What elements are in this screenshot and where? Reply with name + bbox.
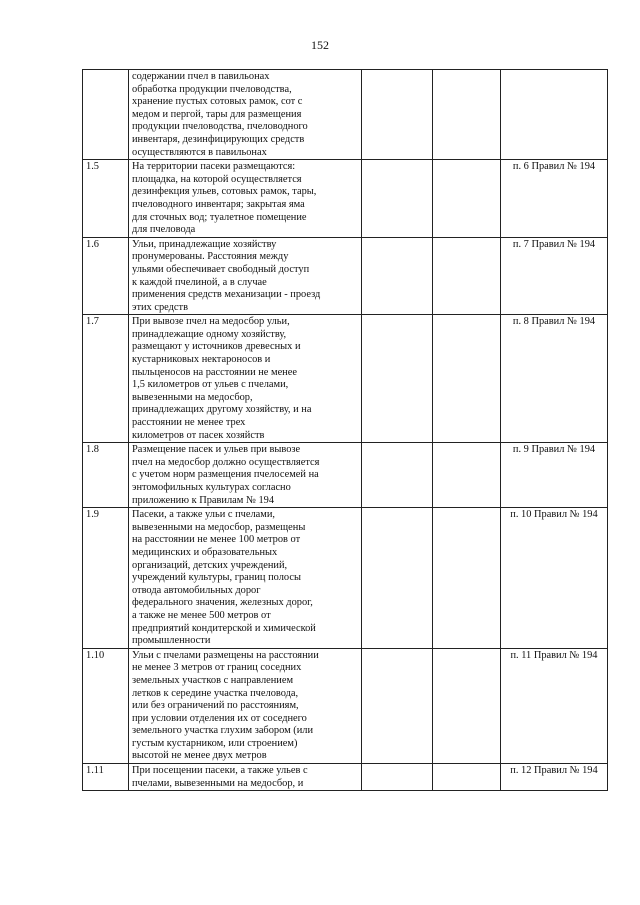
requirement-line: применения средств механизации - проезд <box>132 289 321 301</box>
requirement-line: Ульи с пчелами размещены на расстоянии <box>132 649 319 661</box>
requirement-line: При посещении пасеки, а также ульев с <box>132 765 308 777</box>
requirement-line: принадлежащих другому хозяйству, и на <box>132 404 312 416</box>
answer-yes-cell <box>362 70 433 160</box>
item-number <box>83 70 129 160</box>
requirement-line: на расстоянии не менее 100 метров от <box>132 534 301 546</box>
requirement-text <box>129 508 362 649</box>
legal-reference: п. 11 Правил № 194 <box>501 648 608 763</box>
requirement-line: густым кустарником, или строением) <box>132 737 298 749</box>
answer-yes-cell <box>362 443 433 508</box>
answer-no-cell <box>433 237 501 315</box>
requirement-line: к каждой пчелиной, а в случае <box>132 276 267 288</box>
requirement-text <box>129 237 362 315</box>
requirement-line: пыльценосов на расстоянии не менее <box>132 366 297 378</box>
requirement-line: организаций, детских учреждений, <box>132 559 288 571</box>
item-number: 1.5 <box>83 160 129 238</box>
answer-yes-cell <box>362 315 433 443</box>
requirement-line: приложению к Правилам № 194 <box>132 494 275 506</box>
requirement-line: учреждений культуры, границ полосы <box>132 572 301 584</box>
requirement-line: для пчеловода <box>132 224 196 236</box>
requirement-line: федерального значения, железных дорог, <box>132 597 313 609</box>
requirement-line: летков к середине участка пчеловода, <box>132 687 299 699</box>
item-number: 1.11 <box>83 764 129 791</box>
requirement-line: содержании пчел в павильонах <box>132 71 270 82</box>
answer-yes-cell <box>362 648 433 763</box>
requirement-line: пчеловодного инвентаря; закрытая яма <box>132 198 305 210</box>
requirement-line: высотой не менее двух метров <box>132 750 267 762</box>
requirement-line: хранение пустых сотовых рамок, сот с <box>132 96 303 108</box>
legal-reference: п. 12 Правил № 194 <box>501 764 608 791</box>
answer-no-cell <box>433 764 501 791</box>
requirement-line: промышленности <box>132 635 211 647</box>
legal-reference: п. 10 Правил № 194 <box>501 508 608 649</box>
requirement-line: При вывозе пчел на медосбор ульи, <box>132 316 290 328</box>
requirement-line: километров от пасек хозяйств <box>132 429 265 441</box>
table-row <box>83 508 608 649</box>
requirement-text <box>129 648 362 763</box>
answer-no-cell <box>433 160 501 238</box>
requirement-line: вывезенными на медосбор, <box>132 391 253 403</box>
requirement-line: кустарниковых нектароносов и <box>132 354 271 366</box>
table-body <box>83 70 608 791</box>
requirement-text <box>129 160 362 238</box>
table-row <box>83 443 608 508</box>
answer-no-cell <box>433 70 501 160</box>
legal-reference: п. 8 Правил № 194 <box>501 315 608 443</box>
answer-no-cell <box>433 443 501 508</box>
requirement-line: пронумерованы. Расстояния между <box>132 251 289 263</box>
requirement-line: ульями обеспечивает свободный доступ <box>132 263 310 275</box>
requirement-line: принадлежащие одному хозяйству, <box>132 328 287 340</box>
requirement-line: продукции пчеловодства, пчеловодного <box>132 121 308 133</box>
requirement-line: 1,5 километров от ульев с пчелами, <box>132 379 289 391</box>
requirement-line: расстоянии не менее трех <box>132 417 246 429</box>
requirement-line: На территории пасеки размещаются: <box>132 161 296 173</box>
answer-yes-cell <box>362 764 433 791</box>
requirement-line: пчел на медосбор должно осуществляется <box>132 456 320 468</box>
requirement-line: отвода автомобильных дорог <box>132 584 261 596</box>
answer-no-cell <box>433 648 501 763</box>
table-row <box>83 70 608 160</box>
table-row <box>83 764 608 791</box>
requirement-line: медом и пергой, тары для размещения <box>132 108 302 120</box>
requirement-line: инвентаря, дезинфицирующих средств <box>132 133 305 145</box>
requirements-table <box>82 69 608 791</box>
requirement-line: Ульи, принадлежащие хозяйству <box>132 238 277 250</box>
answer-yes-cell <box>362 160 433 238</box>
requirement-line: энтомофильных культурах согласно <box>132 482 291 493</box>
page-number: 152 <box>311 38 329 52</box>
item-number: 1.6 <box>83 237 129 315</box>
item-number: 1.7 <box>83 315 129 443</box>
table-row <box>83 648 608 763</box>
requirement-line: пчелами, вывезенными на медосбор, и <box>132 777 304 789</box>
requirement-line: Пасеки, а также ульи с пчелами, <box>132 509 276 521</box>
table-row <box>83 315 608 443</box>
requirement-line: этих средств <box>132 301 188 313</box>
requirement-line: при условии отделения их от соседнего <box>132 712 307 724</box>
answer-yes-cell <box>362 237 433 315</box>
requirement-line: вывезенными на медосбор, размещены <box>132 521 306 533</box>
requirement-line: Размещение пасек и ульев при вывозе <box>132 444 301 456</box>
requirement-line: дезинфекция ульев, сотовых рамок, тары, <box>132 186 317 198</box>
answer-yes-cell <box>362 508 433 649</box>
requirement-text <box>129 443 362 508</box>
requirement-line: предприятий кондитерской и химической <box>132 622 316 634</box>
requirement-line: обработка продукции пчеловодства, <box>132 83 292 95</box>
legal-reference: п. 9 Правил № 194 <box>501 443 608 508</box>
requirement-line: медицинских и образовательных <box>132 546 278 558</box>
requirement-line: размещают у источников древесных и <box>132 341 301 353</box>
table-row <box>83 160 608 238</box>
item-number: 1.9 <box>83 508 129 649</box>
requirement-line: земельных участков с направлением <box>132 674 294 686</box>
item-number: 1.10 <box>83 648 129 763</box>
requirement-line: земельного участка глухим забором (или <box>132 725 314 737</box>
requirement-text <box>129 764 362 791</box>
table-row <box>83 237 608 315</box>
requirement-line: для сточных вод; туалетное помещение <box>132 211 307 223</box>
legal-reference: п. 6 Правил № 194 <box>501 160 608 238</box>
requirement-line: не менее 3 метров от границ соседних <box>132 662 302 674</box>
requirement-line: с учетом норм размещения пчелосемей на <box>132 469 319 481</box>
requirement-line: или без ограничений по расстояниям, <box>132 700 299 712</box>
requirement-line: площадка, на которой осуществляется <box>132 173 302 185</box>
item-number: 1.8 <box>83 443 129 508</box>
requirement-text <box>129 315 362 443</box>
requirement-text <box>129 70 362 160</box>
legal-reference: п. 7 Правил № 194 <box>501 237 608 315</box>
requirement-line: а также не менее 500 метров от <box>132 609 271 621</box>
legal-reference <box>501 70 608 160</box>
answer-no-cell <box>433 315 501 443</box>
requirement-line: осуществляются в павильонах <box>132 146 267 158</box>
answer-no-cell <box>433 508 501 649</box>
